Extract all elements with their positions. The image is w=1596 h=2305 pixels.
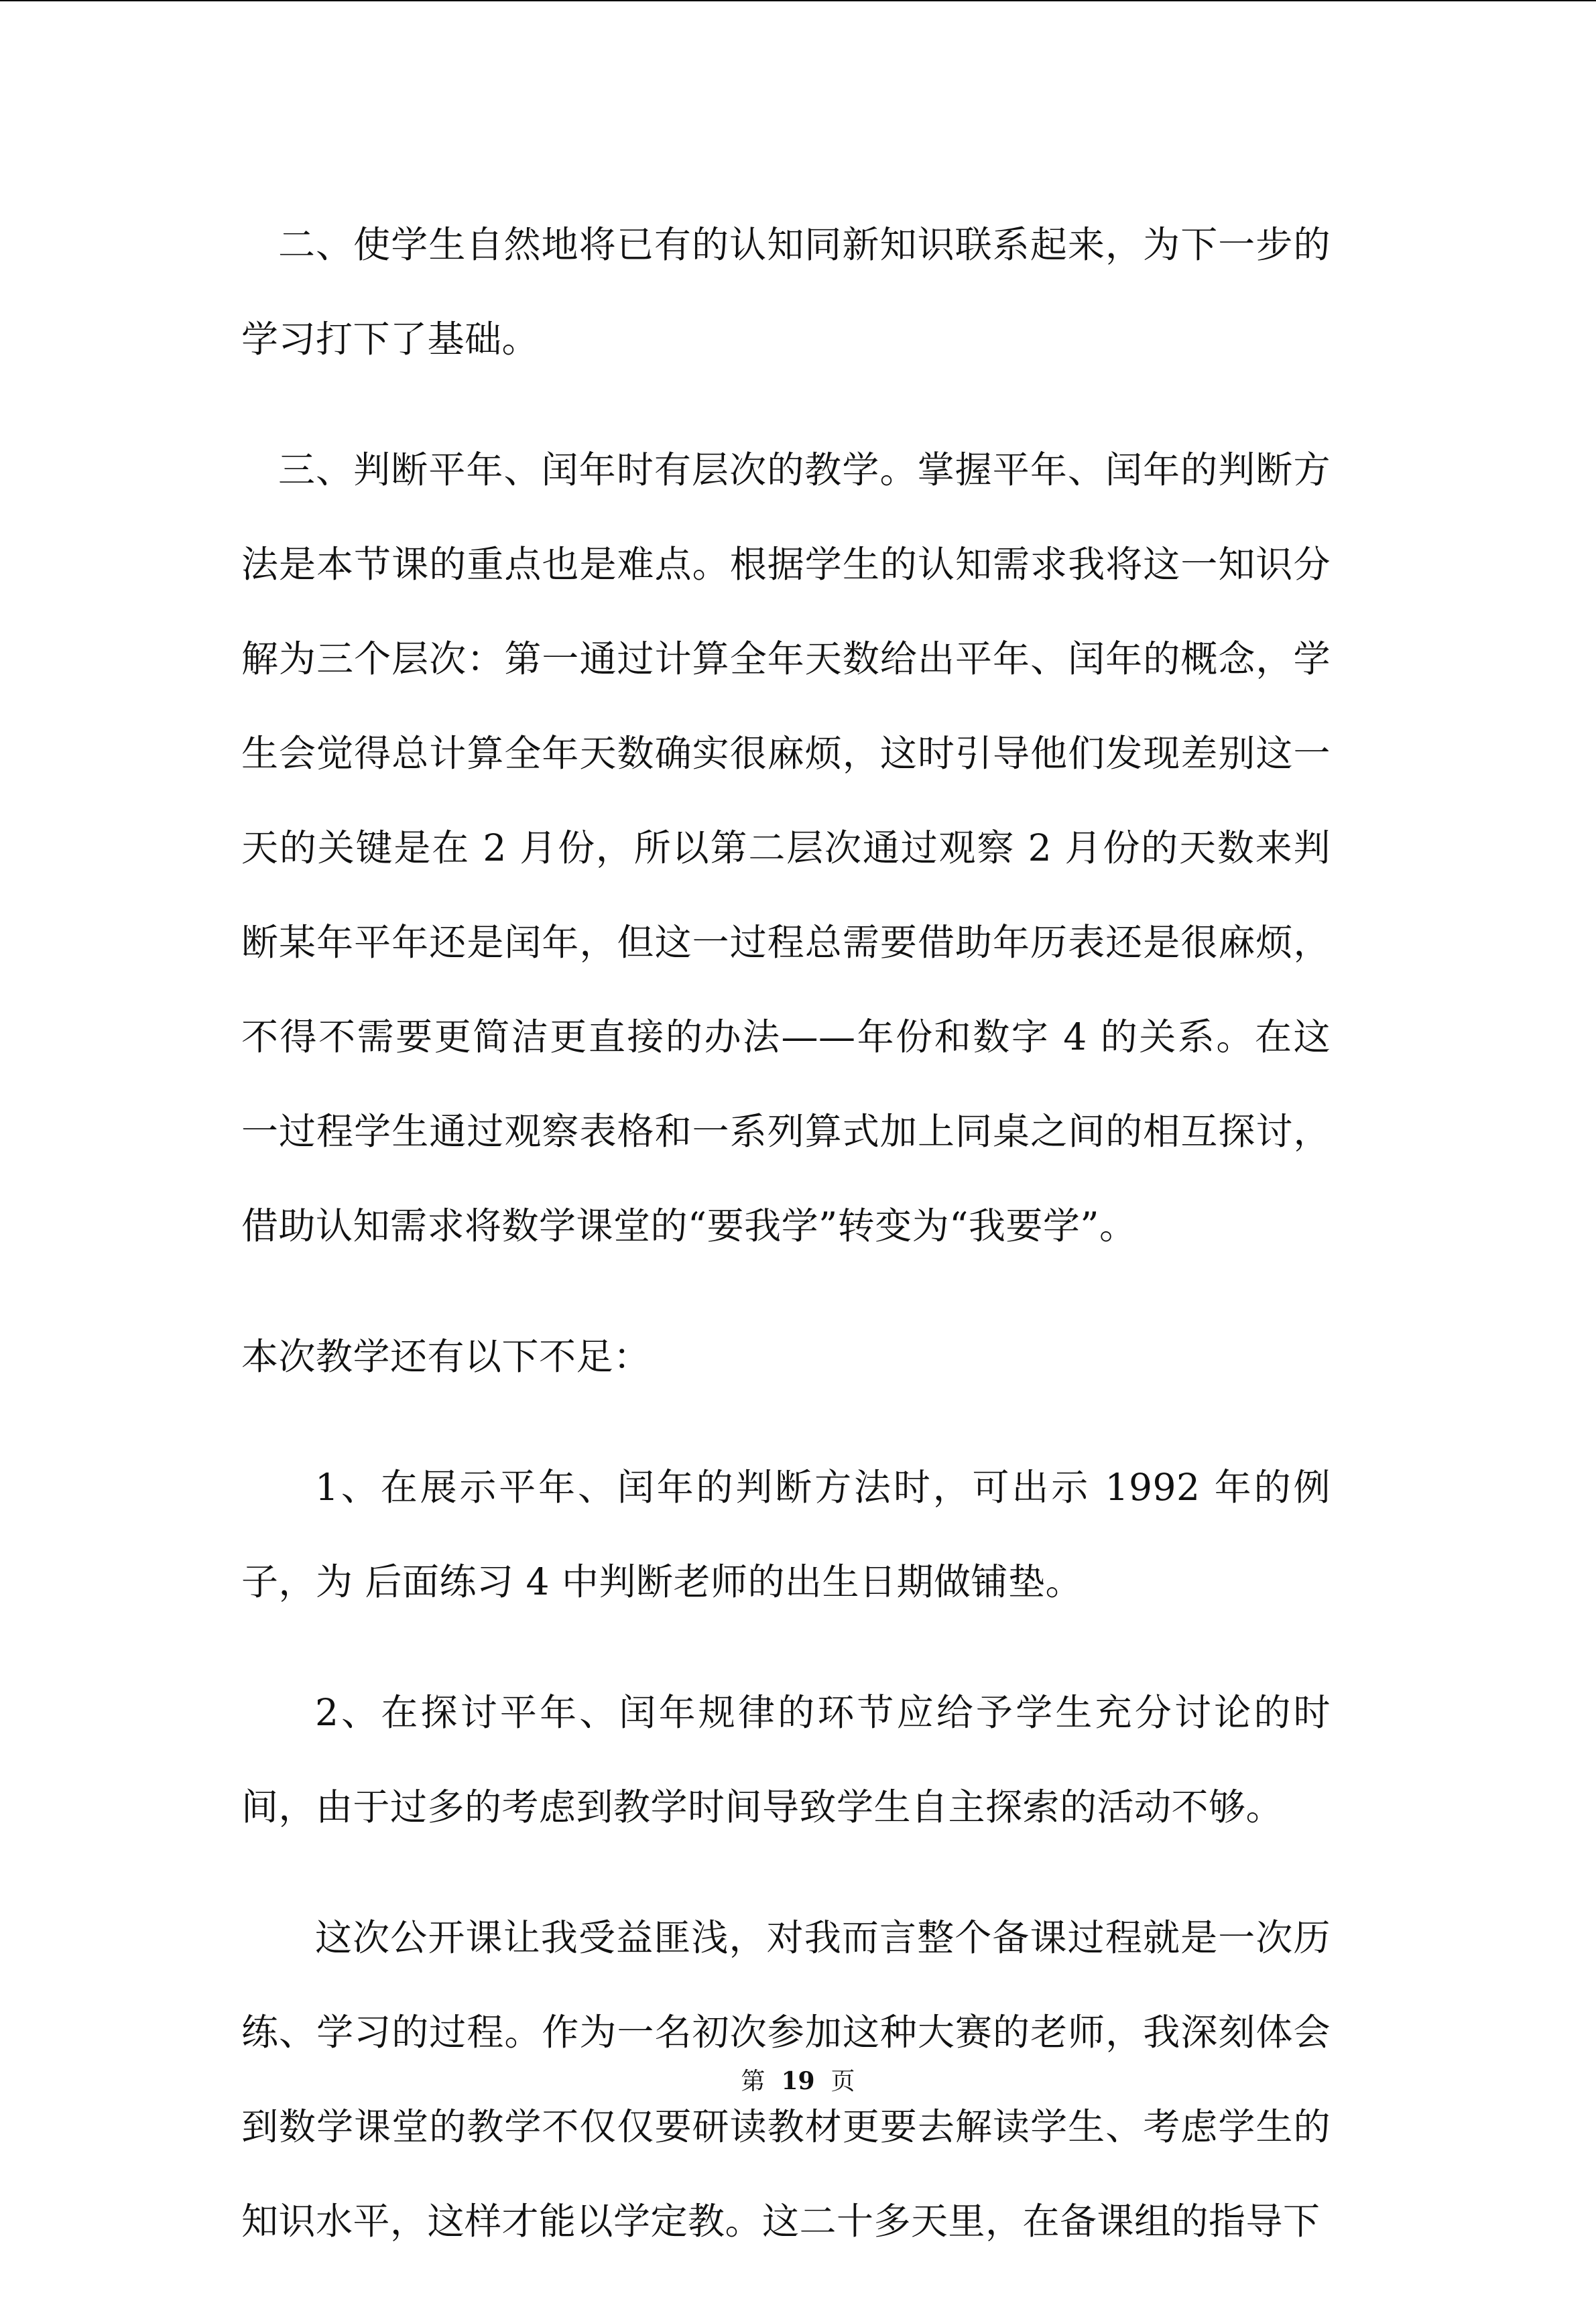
shortcoming-item-2: 2、在探讨平年、闰年规律的环节应给予学生充分讨论的时间，由于过多的考虑到教学时间导致学生自主探索的活动不够。 (241, 1691, 1331, 1828)
paragraph-three: 三、判断平年、闰年时有层次的教学。掌握平年、闰年的判断方法是本节课的重点也是难点。根据学生的认知需求我将这一知识分解为三个层次：第一通过计算全年天数给出平年、闰年的概念，学生会觉得总计算全年天数确实很麻烦，这时引导他们发现差别这一天的关键是在 2 月份，所以第二层次通过观察 2 月份的天数来判断某年平年还是闰年，但这一过程总需要借助年历表还是很麻烦，不得不需要更简洁更直接的办法——年份和数字 4 的关系。在这一过程学生通过观察表格和一系列算式加上同桌之间的相互探讨，借助认知需求将数学课堂的“要我学”转变为“我要学”。 (241, 448, 1331, 1247)
shortcomings-heading: 本次教学还有以下不足： (241, 1335, 651, 1378)
page-footer (0, 2061, 1596, 2102)
document-body (241, 198, 1331, 2305)
reflection-paragraph: 这次公开课让我受益匪浅，对我而言整个备课过程就是一次历练、学习的过程。作为一名初次参加这种大赛的老师，我深刻体会到数学课堂的教学不仅仅要研读教材更要去解读学生、考虑学生的知识水平，这样才能以学定教。这二十多天里，在备课组的指导下 (241, 1916, 1331, 2243)
shortcoming-item-1: 1、在展示平年、闰年的判断方法时，可出示 1992 年的例子，为 后面练习 4 中判断老师的出生日期做铺垫。 (241, 1466, 1331, 1603)
paragraph-two: 二、使学生自然地将已有的认知同新知识联系起来，为下一步的学习打下了基础。 (241, 223, 1331, 361)
footer-prefix: 第 (741, 2068, 765, 2095)
page-number: 19 (781, 2067, 815, 2095)
footer-suffix: 页 (831, 2068, 855, 2095)
page-top-border (0, 0, 1596, 1)
